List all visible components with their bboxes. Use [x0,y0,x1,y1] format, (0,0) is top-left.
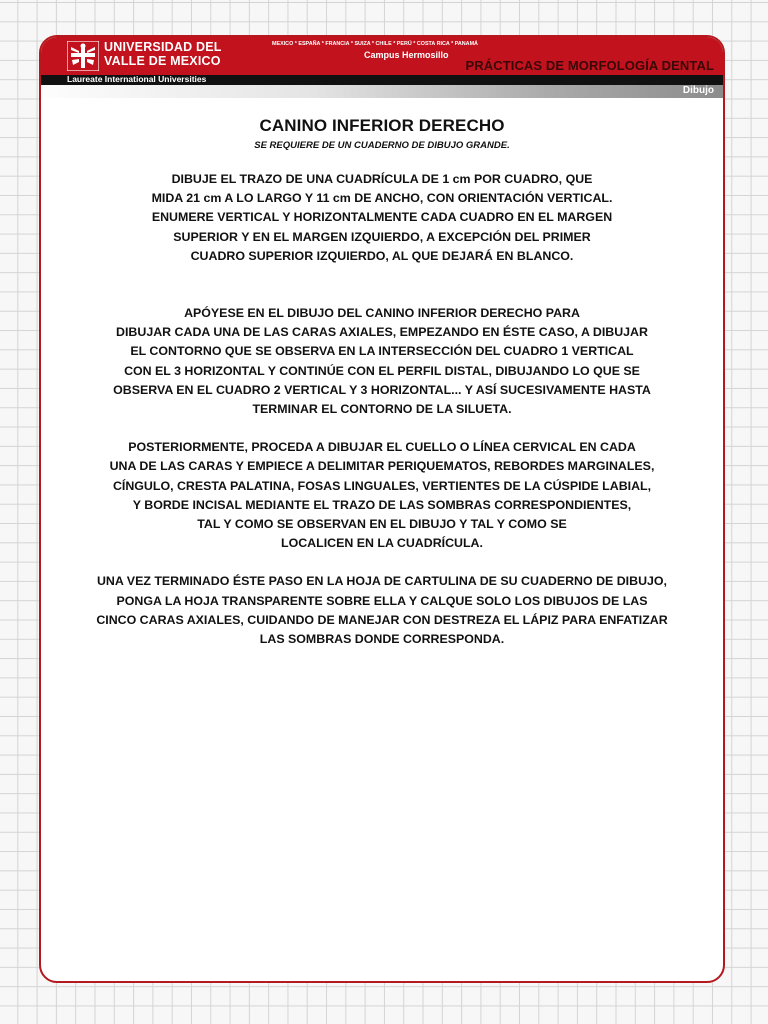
paragraph-line: UNA VEZ TERMINADO ÉSTE PASO EN LA HOJA DE CARTULINA DE SU CUADERNO DE DIBUJO, [96,574,667,589]
network-bar [41,75,723,85]
paragraph-line: APÓYESE EN EL DIBUJO DEL CANINO INFERIOR DERECHO PARA [184,306,580,321]
document-subtitle: SE REQUIERE DE UN CUADERNO DE DIBUJO GRANDE. [254,140,510,151]
campus-name: Campus Hermosillo [364,50,449,60]
paragraph-line: CÍNGULO, CRESTA PALATINA, FOSAS LINGUALES, VERTIENTES DE LA CÚSPIDE LABIAL, [112,478,652,493]
document-title: CANINO INFERIOR DERECHO [259,116,505,135]
paragraph-line: LOCALICEN EN LA CUADRÍCULA. [281,536,483,551]
paragraph-line: POSTERIORMENTE, PROCEDA A DIBUJAR EL CUELLO O LÍNEA CERVICAL EN CADA [128,440,636,455]
university-crest-icon [67,41,99,71]
network-name: Laureate International Universities [67,74,207,84]
document-page [39,35,725,983]
paragraph-line: LAS SOMBRAS DONDE CORRESPONDA. [259,632,505,647]
section-label: Dibujo [682,85,714,96]
instruction-paragraph-contour [41,304,723,419]
paragraph-line: DIBUJE EL TRAZO DE UNA CUADRÍCULA DE 1 cm POR CUADRO, QUE [171,172,593,186]
section-bar [41,85,723,98]
paragraph-line: MIDA 21 cm A LO LARGO Y 11 cm DE ANCHO, CON ORIENTACIÓN VERTICAL. [151,191,613,206]
paragraph-line: TAL Y COMO SE OBSERVAN EN EL DIBUJO Y TAL Y COMO SE [197,517,567,532]
paragraph-line: Y BORDE INCISAL MEDIANTE EL TRAZO DE LAS SOMBRAS CORRESPONDIENTES, [132,497,632,512]
course-title: PRÁCTICAS DE MORFOLOGÍA DENTAL [465,58,714,73]
instruction-paragraph-details [41,438,723,553]
paragraph-line: OBSERVA EN EL CUADRO 2 VERTICAL Y 3 HORIZONTAL... Y ASÍ SUCESIVAMENTE HASTA [113,382,651,397]
paragraph-line: CUADRO SUPERIOR IZQUIERDO, AL QUE DEJARÁ EN BLANCO. [190,248,574,263]
paragraph-line: PONGA LA HOJA TRANSPARENTE SOBRE ELLA Y CALQUE SOLO LOS DIBUJOS DE LAS [116,593,648,608]
instruction-paragraph-tracing [41,572,723,649]
countries-list: MEXICO * ESPAÑA * FRANCIA * SUIZA * CHILE * PERÚ * COSTA RICA * PANAMÁ [272,41,478,47]
paragraph-line: DIBUJAR CADA UNA DE LAS CARAS AXIALES, EMPEZANDO EN ÉSTE CASO, A DIBUJAR [116,325,648,340]
paragraph-line: SUPERIOR Y EN EL MARGEN IZQUIERDO, A EXCEPCIÓN DEL PRIMER [173,229,591,244]
document-body [41,115,723,649]
university-name-line1: UNIVERSIDAD DEL [104,40,222,54]
paragraph-line: CON EL 3 HORIZONTAL Y CONTINÚE CON EL PERFIL DISTAL, DIBUJANDO LO QUE SE [124,363,640,378]
header-banner [41,37,723,75]
university-name [104,40,222,68]
paragraph-line: UNA DE LAS CARAS Y EMPIECE A DELIMITAR PERIQUEMATOS, REBORDES MARGINALES, [109,459,655,474]
paragraph-line: ENUMERE VERTICAL Y HORIZONTALMENTE CADA CUADRO EN EL MARGEN [151,210,613,225]
paragraph-line: EL CONTORNO QUE SE OBSERVA EN LA INTERSECCIÓN DEL CUADRO 1 VERTICAL [130,344,634,359]
university-name-line2: VALLE DE MEXICO [104,54,221,68]
instruction-paragraph-grid [41,170,723,266]
paragraph-line: CINCO CARAS AXIALES, CUIDANDO DE MANEJAR CON DESTREZA EL LÁPIZ PARA ENFATIZAR [96,612,668,627]
paragraph-line: TERMINAR EL CONTORNO DE LA SILUETA. [252,402,512,417]
